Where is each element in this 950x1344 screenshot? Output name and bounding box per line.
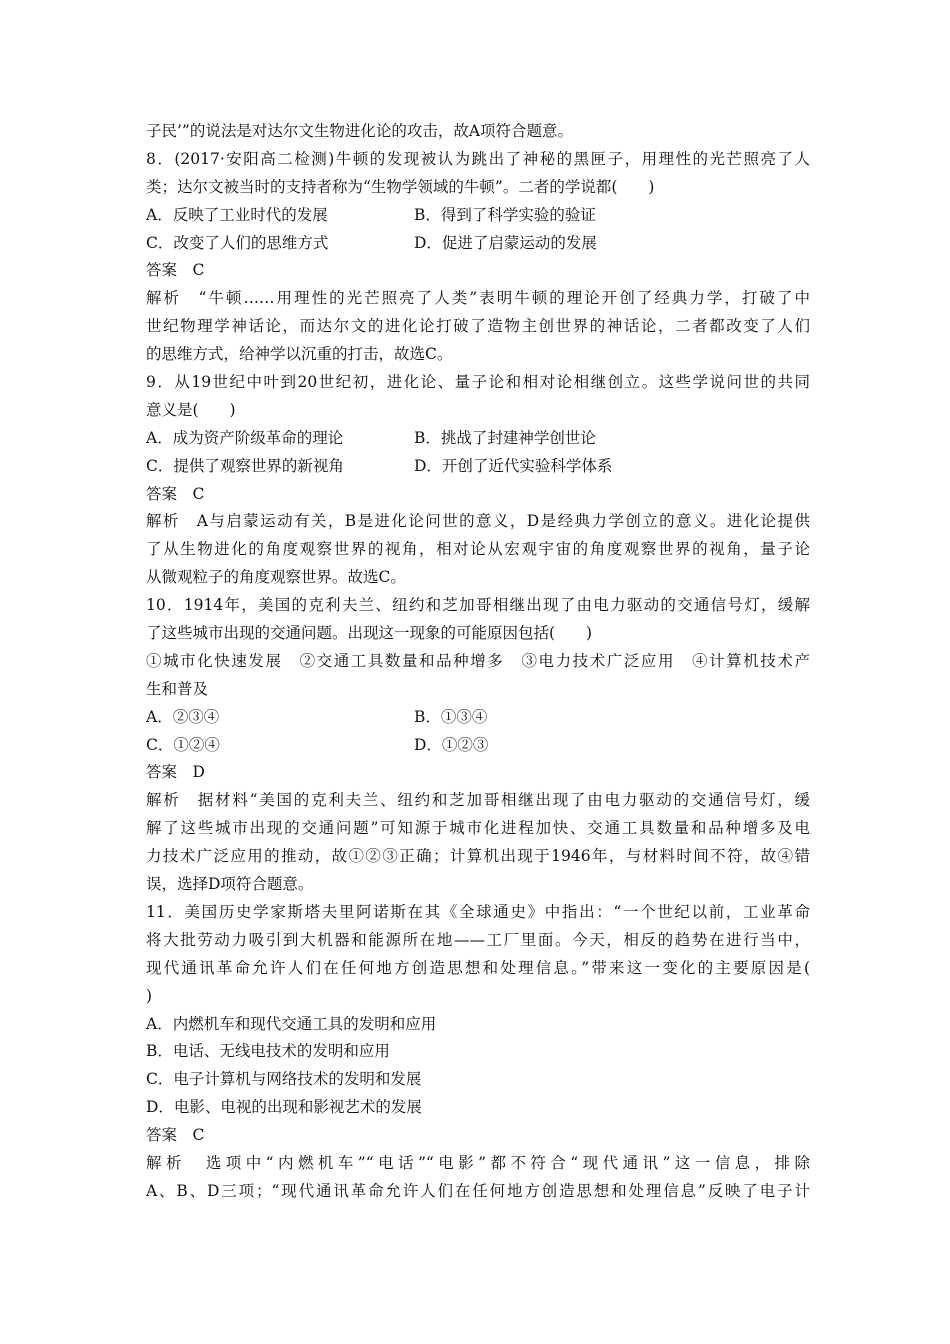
q8-option-d: D．促进了启蒙运动的发展: [414, 233, 597, 252]
q11-answer: 答案 C: [146, 1126, 205, 1145]
q11-option-d: D．电影、电视的出现和影视艺术的发展: [146, 1098, 422, 1117]
q8-option-c: C．改变了人们的思维方式: [146, 233, 329, 252]
q11-analysis-line-1: 解析 选项中“内燃机车”“电话”“电影”都不符合“现代通讯”这一信息，排除: [146, 1153, 810, 1172]
q8-analysis-line-2: 世纪物理学神话论，而达尔文的进化论打破了造物主创世界的神话论，二者都改变了人们: [146, 317, 810, 336]
document-page: [146, 118, 810, 1206]
q11-option-a: A．内燃机车和现代交通工具的发明和应用: [146, 1014, 437, 1033]
q9-analysis-line-2: 了从生物进化的角度观察世界的视角，相对论从宏观宇宙的角度观察世界的视角，量子论: [146, 540, 810, 559]
q8-option-b: B．得到了科学实验的验证: [414, 205, 596, 224]
q11-stem-line-4: ): [146, 986, 153, 1005]
q10-analysis-line-1: 解析 据材料“美国的克利夫兰、纽约和芝加哥相继出现了由电力驱动的交通信号灯，缓: [146, 791, 810, 810]
q9-option-a: A．成为资产阶级革命的理论: [146, 428, 344, 447]
q10-analysis-line-4: 误，选择D项符合题意。: [146, 875, 314, 894]
q9-analysis-line-1: 解析 A与启蒙运动有关，B是进化论问世的意义，D是经典力学创立的意义。进化论提供: [146, 512, 810, 531]
q11-stem-line-3: 现代通讯革命允许人们在任何地方创造思想和处理信息。”带来这一变化的主要原因是(: [146, 958, 810, 977]
q10-option-b: B．①③④: [414, 707, 488, 726]
q10-option-d: D．①②③: [414, 735, 489, 754]
q8-analysis-line-3: 的思维方式，给神学以沉重的打击，故选C。: [146, 345, 453, 364]
q11-option-c: C．电子计算机与网络技术的发明和发展: [146, 1070, 422, 1089]
q8-option-a: A．反映了工业时代的发展: [146, 205, 328, 224]
q10-answer: 答案 D: [146, 763, 205, 782]
q8-options-row-2: [146, 230, 810, 258]
q8-analysis-line-1: 解析 “牛顿……用理性的光芒照亮了人类”表明牛顿的理论开创了经典力学，打破了中: [146, 289, 810, 308]
q9-stem-line-1: 9．从19世纪中叶到20世纪初，进化论、量子论和相对论相继创立。这些学说问世的共同: [146, 373, 810, 392]
q9-answer: 答案 C: [146, 484, 205, 503]
q10-options-row-2: [146, 732, 810, 760]
q10-analysis-line-2: 解了这些城市出现的交通问题”可知源于城市化进程加快、交通工具数量和品种增多及电: [146, 819, 810, 838]
q10-stem-line-4: 生和普及: [146, 679, 209, 698]
q10-options-row-1: [146, 704, 810, 732]
q8-stem-line-1: 8．(2017·安阳高二检测)牛顿的发现被认为跳出了神秘的黑匣子，用理性的光芒照亮了人: [146, 149, 810, 168]
q10-stem-line-1: 10．1914年，美国的克利夫兰、纽约和芝加哥相继出现了由电力驱动的交通信号灯，缓解: [146, 596, 810, 615]
q10-stem-line-3: ①城市化快速发展 ②交通工具数量和品种增多 ③电力技术广泛应用 ④计算机技术产: [146, 651, 810, 670]
q10-option-a: A．②③④: [146, 707, 220, 726]
q7-analysis-tail: 子民’”的说法是对达尔文生物进化论的攻击，故A项符合题意。: [146, 122, 574, 140]
q9-option-b: B．挑战了封建神学创世论: [414, 428, 596, 447]
q8-options-row-1: [146, 202, 810, 230]
q11-stem-line-2: 将大批劳动力吸引到大机器和能源所在地——工厂里面。今天，相反的趋势在进行当中，: [146, 930, 810, 949]
q11-analysis-line-2: A、B、D三项；“现代通讯革命允许人们在任何地方创造思想和处理信息”反映了电子计: [146, 1181, 810, 1200]
q10-analysis-line-3: 力技术广泛应用的推动，故①②③正确；计算机出现于1946年，与材料时间不符，故④错: [146, 847, 810, 866]
q9-options-row-2: [146, 453, 810, 481]
q11-option-b: B．电话、无线电技术的发明和应用: [146, 1042, 390, 1061]
q9-option-d: D．开创了近代实验科学体系: [414, 456, 613, 475]
q10-option-c: C．①②④: [146, 735, 220, 754]
q11-stem-line-1: 11．美国历史学家斯塔夫里阿诺斯在其《全球通史》中指出：“一个世纪以前，工业革命: [146, 902, 810, 921]
q9-stem-line-2: 意义是( ): [146, 400, 236, 419]
q9-options-row-1: [146, 425, 810, 453]
q8-answer: 答案 C: [146, 261, 205, 280]
q8-stem-line-2: 类；达尔文被当时的支持者称为“生物学领域的牛顿”。二者的学说都( ): [146, 177, 655, 196]
q10-stem-line-2: 了这些城市出现的交通问题。出现这一现象的可能原因包括( ): [146, 624, 593, 643]
q9-analysis-line-3: 从微观粒子的角度观察世界。故选C。: [146, 568, 406, 587]
q9-option-c: C．提供了观察世界的新视角: [146, 456, 344, 475]
